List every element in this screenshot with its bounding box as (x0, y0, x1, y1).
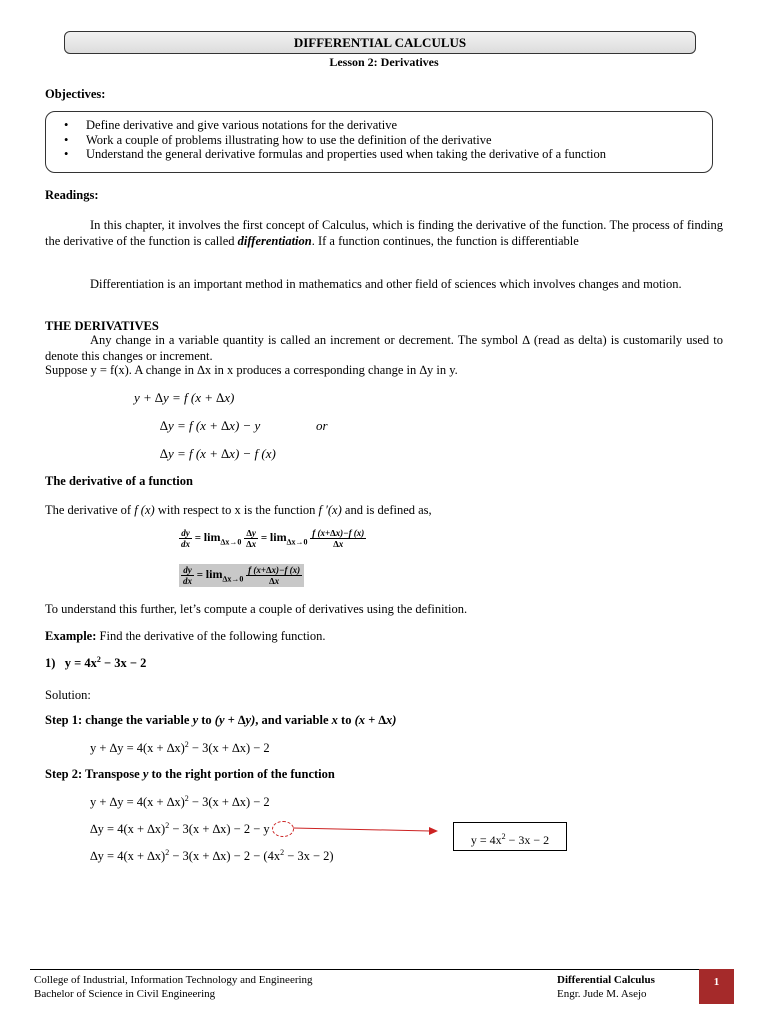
lim-text: lim (203, 530, 221, 545)
document-title: DIFFERENTIAL CALCULUS (64, 31, 696, 54)
frac-numerator: f (x+∆x)−f (x) (248, 565, 301, 575)
frac-denominator: ∆x (333, 539, 344, 549)
readings-paragraph-2: Differentiation is an important method in mathematics and other field of sciences which involves changes and motion. (90, 277, 682, 291)
objective-item: • Work a couple of problems illustrating how to use the definition of the derivative (86, 133, 712, 148)
derivative-definition-formula (179, 528, 366, 549)
objectives-list (46, 118, 712, 162)
equation-delta-y-1: ∆y = f (x + ∆x) − y (160, 418, 261, 433)
equals-sign: = (196, 569, 204, 582)
readings-text: In this chapter, it involves the first concept of Calculus, which is finding the derivative of the function. The process of finding the derivative of the function is called (45, 218, 723, 248)
dy-dx-fraction (181, 565, 194, 586)
frac-numerator: dy (181, 565, 194, 576)
differentiation-term: differentiation (237, 234, 312, 248)
readings-text: . If a function continues, the function is differentiable (311, 234, 579, 248)
frac-numerator: ∆y (244, 528, 258, 539)
lim-subscript: ∆x→0 (222, 574, 244, 584)
page-number-badge: 1 (699, 969, 734, 1004)
footer-institution (34, 973, 313, 1001)
footer-author: Engr. Jude M. Asejo (557, 988, 647, 1000)
equation-delta-y-2: ∆y = f (x + ∆x) − f (x) (160, 446, 276, 461)
derivative-definition-highlighted (179, 564, 304, 587)
frac-denominator: dx (181, 539, 190, 549)
readings-paragraph-1 (45, 217, 723, 249)
lim-subscript: ∆x→0 (220, 537, 242, 547)
step-2-equation-1: $y + \Delta y = 4(x + \Delta x)^2 - 3(x + \Delta x) - 2$ (90, 794, 270, 810)
step-2-heading: Step 2: Transpose y to the right portion of the function (45, 767, 335, 781)
footer-course-title: Differential Calculus (557, 974, 655, 986)
footer-college: College of Industrial, Information Technology and Engineering (34, 974, 313, 986)
objectives-box (45, 111, 713, 173)
example-line (45, 628, 723, 644)
highlight-circle (272, 821, 294, 837)
step-1-heading: Step 1: change the variable y to (y + ∆y), and variable x to (x + ∆x) (45, 713, 397, 727)
equation-increment: y + ∆y = f (x + ∆x) (134, 390, 235, 405)
objective-item: • Understand the general derivative formulas and properties used when taking the derivative of a function (86, 147, 712, 162)
lim-text: lim (269, 530, 287, 545)
objective-item: • Define derivative and give various notations for the derivative (86, 118, 712, 133)
frac-denominator: ∆x (269, 576, 280, 586)
limit-operator (269, 530, 308, 547)
frac-numerator: f (x+∆x)−f (x) (312, 528, 365, 538)
lim-subscript: ∆x→0 (286, 537, 308, 547)
fx-notation: f (x) (134, 503, 155, 517)
objectives-heading: Objectives: (45, 87, 106, 101)
derivatives-heading: THE DERIVATIVES (45, 319, 159, 333)
or-label: or (316, 418, 328, 433)
definition-text-part: and is defined as, (341, 503, 432, 517)
step-1-equation: $y + \Delta y = 4(x + \Delta x)^2 - 3(x + \Delta x) - 2$ (90, 740, 270, 756)
example-intro: To understand this further, let’s compute a couple of derivatives using the definition. (45, 602, 468, 616)
readings-heading: Readings: (45, 188, 99, 202)
footer-program: Bachelor of Science in Civil Engineering (34, 988, 216, 1000)
step-2-equation-2: $\Delta y = 4(x + \Delta x)^2 - 3(x + \Delta x) - 2 - y$ (90, 821, 270, 837)
footer-course (557, 973, 655, 1001)
difference-quotient-fraction (310, 528, 366, 549)
frac-numerator: dy (179, 528, 192, 539)
difference-quotient-fraction (246, 565, 302, 586)
footer-divider (30, 969, 734, 970)
f-prime-notation: f ′(x) (318, 503, 342, 517)
definition-text (45, 502, 723, 518)
example-label: Example: (45, 629, 97, 643)
example-text: Find the derivative of the following function. (96, 629, 326, 643)
definition-text-part: The derivative of (45, 503, 135, 517)
derivatives-paragraph-1: Any change in a variable quantity is called an increment or decrement. The symbol ∆ (read as delta) is customarily used to denote this changes or increment. (45, 333, 723, 363)
delta-fraction (244, 528, 258, 549)
lim-text: lim (205, 567, 223, 582)
derivatives-paragraph-2: Suppose y = f(x). A change in ∆x in x produces a corresponding change in ∆y in y. (45, 363, 458, 377)
problem-1: 1) $y = 4x^2 - 3x - 2$ (45, 655, 147, 671)
limit-operator (205, 567, 244, 584)
definition-text-part: with respect to x is the function (154, 503, 319, 517)
equals-sign: = (260, 532, 268, 545)
solution-label: Solution: (45, 688, 91, 702)
definition-heading: The derivative of a function (45, 474, 193, 488)
substitution-callout-box: $y = 4x^2 - 3x - 2$ (453, 822, 567, 851)
lesson-subtitle: Lesson 2: Derivatives (329, 55, 439, 69)
frac-denominator: ∆x (246, 539, 257, 549)
dy-dx-fraction (179, 528, 192, 549)
limit-operator (203, 530, 242, 547)
frac-denominator: dx (183, 576, 192, 586)
equals-sign: = (194, 532, 202, 545)
step-2-equation-3: $\Delta y = 4(x + \Delta x)^2 - 3(x + \Delta x) - 2 - (4x^2 - 3x - 2)$ (90, 848, 334, 864)
